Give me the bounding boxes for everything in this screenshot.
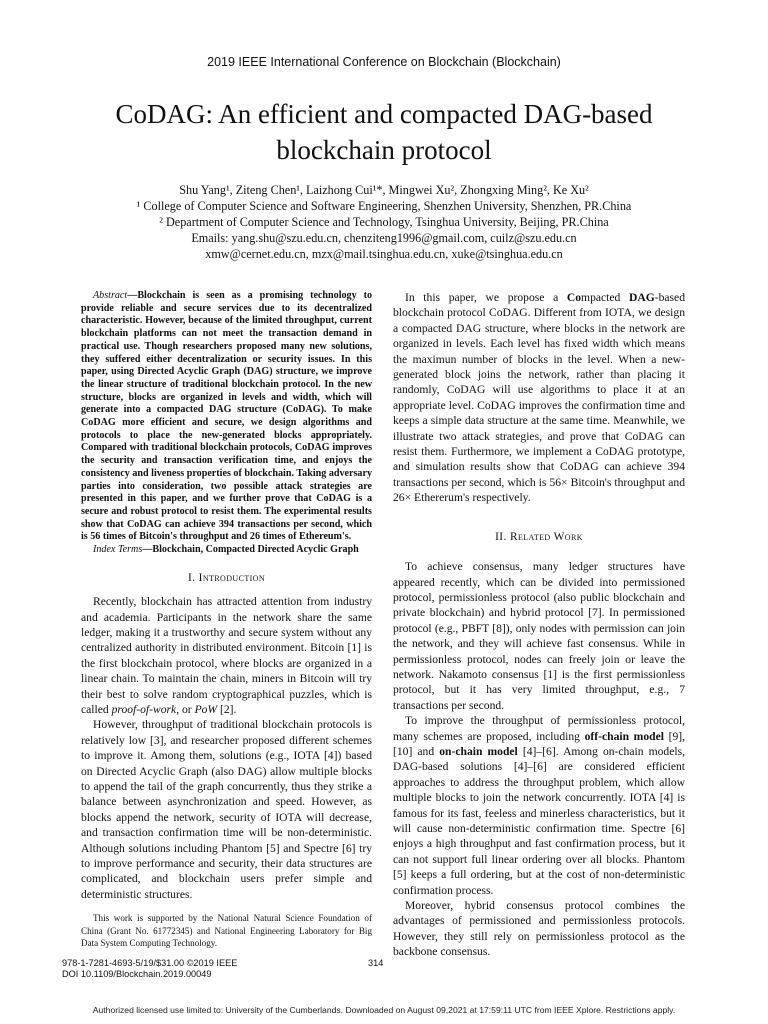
section-title-related-work: II. Related Work: [495, 530, 583, 543]
rw-p2-on-chain: on-chain model: [439, 744, 518, 758]
intro-p1-end: [2].: [217, 703, 237, 717]
intro-p1-text: Recently, blockchain has attracted attention from industry and academia. Participants in the network share the same ledger, making it a trustworthy and secure system without any centralized authority in distributed environment. Bitcoin [1] is the first blockchain protocol, where blocks are organized in a linear chain. To maintain the chain, miners in Bitcoin will try their best to solve random cryptographical puzzles, which is called: [81, 595, 372, 717]
intro-p1-or: , or: [176, 703, 195, 717]
abstract-label: Abstract: [93, 290, 128, 301]
funding-footnote: This work is supported by the National Natural Science Foundation of China (Grant No. 61772345) and National Engineering Laboratory for Big Data System Computing Technology.: [81, 913, 372, 949]
rw-p2-off-chain: off-chain model: [584, 729, 664, 743]
doi-line: DOI 10.1109/Blockchain.2019.00049: [62, 969, 212, 979]
abstract-text: —Blockchain is seen as a promising technology to provide reliable and secure services due to its decentralized characteristic. However, because of the limited throughput, current blockchain platforms can not meet the transaction demand in practical use. Though researchers proposed many new solutions, they suffered either decentralization or security issues. In this paper, using Directed Acyclic Graph (DAG) structure, we improve the linear structure of traditional blockchain protocol. In the new structure, blocks are organized in levels and width, which will generate into a compacted DAG structure (CoDAG). To make CoDAG more efficient and secure, we design algorithms and protocols to place the new-generated blocks appropriately. Compared with traditional blockchain protocols, CoDAG improves the security and transaction verification time, and enjoys the consistency and liveness properties of blockchain. Taking adversary parties into consideration, two possible attack strategies are presented in this paper, and we further prove that CoDAG is a secure and robust protocol to resist them. The experimental results show that CoDAG can achieve 394 transactions per second, which is 56 times of Bitcoin's throughput and 26 times of Ethereum's.: [81, 290, 372, 543]
paper-title: [40, 96, 728, 168]
right-p1-co: Co: [566, 291, 582, 304]
publication-info: [62, 958, 237, 980]
affiliation-2: ² Department of Computer Science and Technology, Tsinghua University, Beijing, PR.China: [159, 215, 609, 229]
rw-p2-b: [9], [10] and: [393, 729, 686, 758]
intro-p1-pow-short: PoW: [194, 703, 218, 717]
emails-line-2: xmw@cernet.edu.cn, mzx@mail.tsinghua.edu.cn, xuke@tsinghua.edu.cn: [205, 247, 563, 261]
intro-paragraph-3: [393, 290, 685, 506]
isbn-line: 978-1-7281-4693-5/19/$31.00 ©2019 IEEE: [62, 958, 238, 968]
author-block: [40, 182, 728, 262]
rw-p2-c: [4]–[6]. Among on-chain models, DAG-based solutions [4]–[6] are considered efficient approaches to address the throughput problem, which allow multiple blocks to join the network concurrently. IOTA [4] is famous for its fast, feeless and minerless characteristics, but it will cause non-deterministic confirmation time. Spectre [6] enjoys a high throughput and fast confirmation process, but it can not support full linear ordering over all blocks. Phantom [5] keeps a full ordering, but at the cost of non-deterministic confirmation process.: [393, 744, 685, 897]
rw-p2-a: To improve the throughput of permissionless protocol, many schemes are proposed, including: [393, 714, 685, 743]
related-paragraph-2: [393, 713, 685, 898]
index-terms: [81, 544, 372, 557]
index-terms-text: —Blockchain, Compacted Directed Acyclic Graph: [142, 544, 359, 556]
affiliation-1: ¹ College of Computer Science and Software Engineering, Shenzhen University, Shenzhen, PR.China: [136, 199, 632, 213]
right-p1-c: -based blockchain protocol CoDAG. Different from IOTA, we design a compacted DAG structure, where blocks in the network are organized in levels. Each level has fixed width which means the maximun number of blocks in the level. When a new-generated block joins the network, rather than placing it randomly, CoDAG will use algorithms to place it at an appropriate level. CoDAG improves the confirmation time and keeps a simple data structure at the same time. Meanwhile, we illustrate two attack strategies, and prove that CoDAG can resist them. Furthermore, we implement a CoDAG prototype, and simulation results show that CoDAG can achieve 394 transactions per second, which is 56× Bitcoin's throughput and 26× Ethererum's respectively.: [393, 291, 685, 505]
intro-paragraph-1: [81, 594, 372, 717]
title-line-2: blockchain protocol: [276, 135, 492, 165]
related-paragraph-1: To achieve consensus, many ledger structures have appeared recently, which can be divided into permissioned protocol, permissionless protocol (also public blockchain and private blockchain) and hybrid protocol [7]. In permissioned protocol (e.g., PBFT [8]), only nodes with permission can join the network, and they will achieve fast consensus. While in permissionless protocol, nodes can freely join or leave the network. Nakamoto consensus [1] is the first permissionless protocol, but it has very limited throughput, e.g., 7 transactions per second.: [393, 560, 685, 712]
index-terms-label: Index Terms: [93, 544, 143, 556]
section-title-introduction: I. Introduction: [187, 571, 266, 584]
left-column: [81, 290, 372, 950]
related-paragraph-3: Moreover, hybrid consensus protocol combines the advantages of permissioned and permissionless protocols. However, they still rely on permissionless protocol as the backbone consensus.: [393, 899, 685, 959]
intro-paragraph-2: However, throughput of traditional blockchain protocols is relatively low [3], and researcher proposed different schemes to improve it. Among them, solutions (e.g., IOTA [4]) based on Directed Acyclic Graph (also DAG) allow multiple blocks to append the tail of the graph concurrently, thus they strike a balance between asynchronization and speed. However, as blocks append the network, security of IOTA will decrease, and transaction confirmation time will be non-deterministic. Although solutions including Phantom [5] and Spectre [6] try to improve performance and security, their data structures are complicated, and blockchain users prefer simple and deterministic structures.: [81, 718, 372, 901]
page-number: 314: [368, 958, 384, 968]
right-p1-b: mpacted: [581, 291, 629, 304]
right-column: [393, 290, 685, 960]
right-p1-dag: DAG: [628, 291, 655, 304]
emails-line-1: Emails: yang.shu@szu.edu.cn, chenziteng1996@gmail.com, cuilz@szu.edu.cn: [191, 231, 577, 245]
intro-p1-pow: proof-of-work: [111, 703, 177, 717]
author-list: Shu Yang¹, Ziteng Chen¹, Laizhong Cui¹*, Mingwei Xu², Zhongxing Ming², Ke Xu²: [179, 183, 589, 197]
license-notice: Authorized licensed use limited to: University of the Cumberlands. Downloaded on August 09,2021 at 17:59:11 UTC from IEEE Xplore. Restrictions apply.: [92, 1005, 676, 1015]
abstract: [81, 290, 372, 544]
conference-header: 2019 IEEE International Conference on Blockchain (Blockchain): [207, 55, 561, 69]
right-p1-a: In this paper, we propose a: [405, 291, 567, 304]
title-line-1: CoDAG: An efficient and compacted DAG-based: [115, 99, 653, 129]
